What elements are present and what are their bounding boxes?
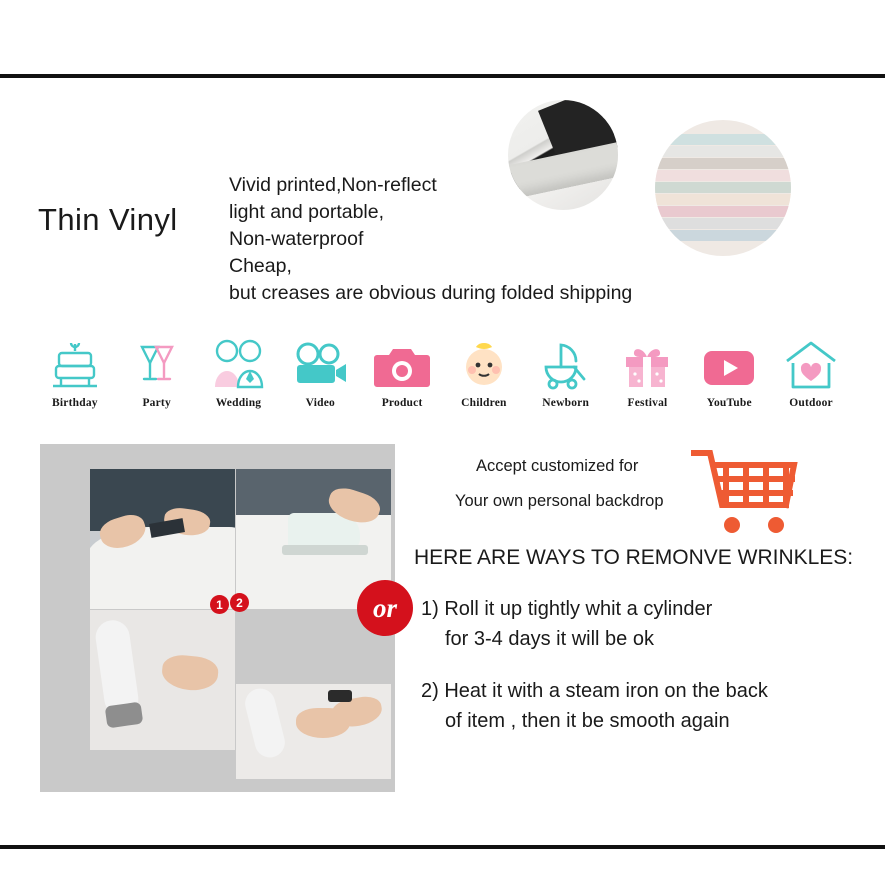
description-line-3: Non-waterproof (229, 228, 364, 250)
collage-photo-hands-smoothing (236, 684, 391, 779)
collage-photo-steamer-on-fabric (90, 610, 235, 750)
wrinkle-step-1-line-2: for 3-4 days it will be ok (445, 628, 654, 650)
folded-stack-photo (655, 120, 791, 256)
category-label: Children (461, 397, 507, 409)
cake-icon (34, 333, 116, 391)
category-video (279, 333, 361, 409)
category-label: Product (381, 397, 423, 409)
collage-badge-2: 2 (230, 593, 249, 612)
cheers-glasses-icon (116, 333, 198, 391)
category-label: Party (142, 397, 171, 409)
category-birthday (34, 333, 116, 409)
baby-face-icon (443, 333, 525, 391)
bride-groom-icon (198, 333, 280, 391)
wrinkle-step-2-line-2: of item , then it be smooth again (445, 710, 730, 732)
gift-box-icon (607, 333, 689, 391)
wrinkle-step-1 (421, 594, 712, 654)
category-label: Festival (627, 397, 668, 409)
description-line-1: Vivid printed,Non-reflect (229, 174, 437, 196)
wrinkle-removal-photo-collage (40, 444, 395, 792)
or-badge: or (357, 580, 413, 636)
collage-badge-1: 1 (210, 595, 229, 614)
category-product (361, 333, 443, 409)
material-description (229, 172, 729, 307)
category-label: Wedding (215, 397, 262, 409)
house-heart-icon (770, 333, 852, 391)
stroller-icon (525, 333, 607, 391)
custom-line-2: Your own personal backdrop (455, 492, 664, 510)
material-title: Thin Vinyl (38, 202, 178, 237)
category-label: YouTube (706, 397, 752, 409)
category-label: Birthday (52, 397, 98, 409)
category-icon-row (34, 333, 852, 409)
category-label: Video (305, 397, 335, 409)
category-wedding (198, 333, 280, 409)
bottom-divider-bar (0, 845, 885, 849)
custom-line-1: Accept customized for (476, 457, 639, 475)
category-newborn (525, 333, 607, 409)
wrinkle-instructions-title: HERE ARE WAYS TO REMONVE WRINKLES: (414, 546, 854, 569)
top-divider-bar (0, 74, 885, 78)
shopping-cart-icon (690, 443, 800, 543)
category-youtube (688, 333, 770, 409)
wrinkle-step-2-line-1: 2) Heat it with a steam iron on the back (421, 680, 768, 702)
video-camera-icon (279, 333, 361, 391)
vinyl-fold-photo (508, 100, 618, 210)
wrinkle-step-1-line-1: 1) Roll it up tightly whit a cylinder (421, 598, 713, 620)
play-button-icon (688, 333, 770, 391)
description-line-5: but creases are obvious during folded shipping (229, 282, 633, 304)
category-party (116, 333, 198, 409)
category-outdoor (770, 333, 852, 409)
category-festival (607, 333, 689, 409)
category-children (443, 333, 525, 409)
photo-camera-icon (361, 333, 443, 391)
description-line-4: Cheap, (229, 255, 292, 277)
category-label: Outdoor (789, 397, 833, 409)
wrinkle-step-2 (421, 676, 768, 736)
description-line-2: light and portable, (229, 201, 385, 223)
category-label: Newborn (542, 397, 590, 409)
collage-photo-hands-cloth (90, 469, 235, 609)
